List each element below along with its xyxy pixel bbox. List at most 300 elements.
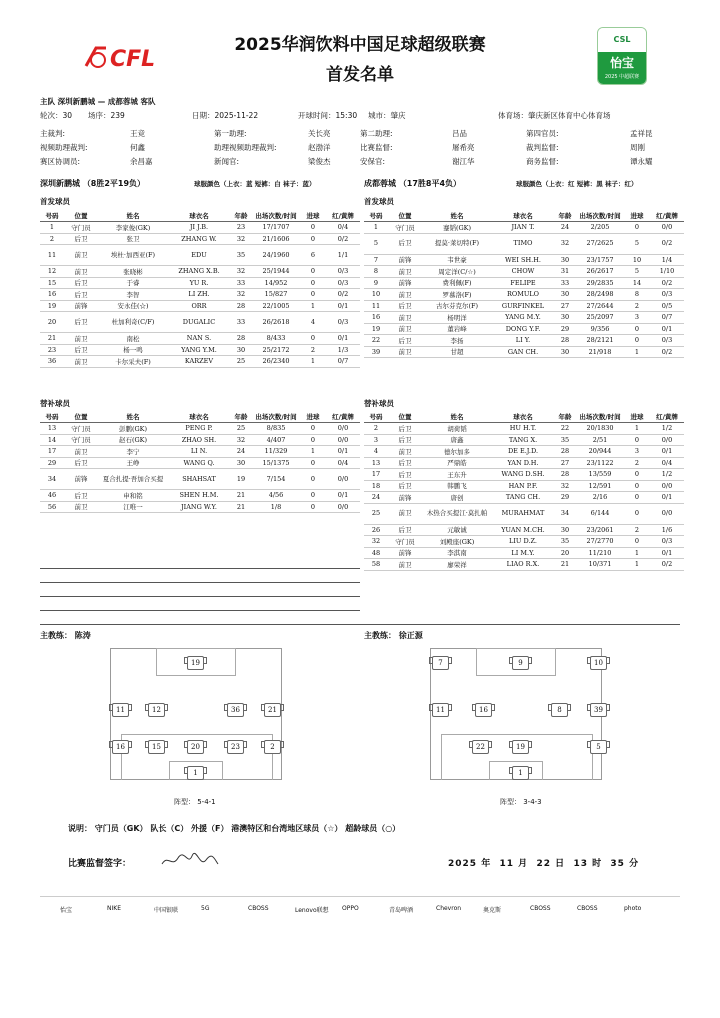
supervisor-label: 比赛监督签字： [68, 859, 132, 869]
table-row [364, 423, 684, 435]
table-cell: 后卫 [64, 457, 98, 469]
table-row [364, 266, 684, 278]
csl-logo-brand: 怡宝 [609, 56, 634, 70]
table-cell: 6 [300, 245, 326, 266]
official-role: 第一助理: [214, 129, 247, 138]
table-cell: 1/2 [650, 423, 684, 435]
table-cell: 0/2 [650, 559, 684, 571]
home-pitch-shirt: 15 [148, 740, 165, 754]
table-cell: 蹇韬(GK) [422, 222, 492, 234]
table-cell: HU H.T. [492, 423, 554, 435]
table-cell: 8 [624, 289, 650, 301]
table-cell: 58 [364, 559, 388, 571]
column-header: 出场次数/时间 [576, 411, 624, 423]
table-cell: 16 [364, 312, 388, 324]
table-row [40, 434, 360, 446]
table-cell: 26/2618 [252, 312, 300, 333]
table-row [40, 277, 360, 289]
table-cell: 12/591 [576, 480, 624, 492]
table-cell: 周定洋(C/☆) [422, 266, 492, 278]
home-pitch-shirt: 2 [264, 740, 281, 754]
page-subtitle: 首发名单 [326, 65, 394, 85]
table-cell: 1/3 [326, 344, 360, 356]
table-cell: 埃杜·加西亚(F) [98, 245, 168, 266]
table-cell: 李家俊(GK) [98, 222, 168, 234]
table-cell: 守门员 [64, 222, 98, 234]
table-row [40, 446, 360, 458]
table-cell: 2 [40, 233, 64, 245]
table-cell: 0 [624, 222, 650, 234]
table-row [40, 423, 360, 435]
away-kit: 球服颜色（上衣：红 短裤：黑 袜子：红） [516, 180, 638, 188]
sponsor-logo: Lenovo联想 [295, 907, 329, 914]
table-cell: 32 [230, 233, 252, 245]
table-cell: 后卫 [64, 344, 98, 356]
table-cell: 4/56 [252, 490, 300, 502]
kickoff: 开球时间：15:30 [298, 111, 358, 120]
table-cell: ORR [168, 300, 230, 312]
table-cell: 4 [300, 312, 326, 333]
table-cell: 0 [300, 289, 326, 301]
away-coach: 主教练： 徐正源 [364, 631, 423, 640]
round: 轮次：30 [40, 111, 73, 120]
table-cell: 0/0 [650, 222, 684, 234]
table-cell: 后卫 [388, 434, 422, 446]
table-cell: 4/407 [252, 434, 300, 446]
column-header: 红/黄牌 [650, 411, 684, 423]
table-cell: 后卫 [388, 335, 422, 347]
table-cell: 0/0 [650, 480, 684, 492]
table-cell: YANG Y.M. [168, 344, 230, 356]
table-cell: 22 [554, 423, 576, 435]
table-cell: 前卫 [64, 356, 98, 368]
table-cell: 3 [624, 312, 650, 324]
official-name: 周刚 [630, 143, 645, 152]
table-cell: 30 [554, 289, 576, 301]
table-cell: 守门员 [64, 423, 98, 435]
table-cell: 24/1960 [252, 245, 300, 266]
table-row [364, 469, 684, 481]
table-cell: 后卫 [388, 423, 422, 435]
table-cell: 11/329 [252, 446, 300, 458]
table-cell: 0 [300, 333, 326, 345]
table-cell: DE E.J.D. [492, 446, 554, 458]
table-row [40, 245, 360, 266]
stadium: 体育场：肇庆新区体育中心体育场 [498, 111, 611, 120]
home-team-name: 深圳新鹏城 （8胜2平19负） [40, 179, 146, 188]
table-cell: 0/7 [650, 312, 684, 324]
table-cell: 韦世豪 [422, 254, 492, 266]
away-formation: 阵型： 3-4-3 [500, 798, 542, 806]
table-cell: 0/5 [650, 300, 684, 312]
table-row [40, 312, 360, 333]
table-cell: 0/1 [326, 446, 360, 458]
official-name: 余昌嘉 [130, 157, 153, 166]
table-cell: 13 [40, 423, 64, 435]
home-pitch-shirt: 36 [227, 703, 244, 717]
table-cell: 守门员 [64, 434, 98, 446]
table-row [40, 233, 360, 245]
table-cell: 8/835 [252, 423, 300, 435]
table-cell: 董岩峰 [422, 323, 492, 335]
table-cell: LI ZH. [168, 289, 230, 301]
table-cell: 4 [364, 446, 388, 458]
table-cell: 木热合买提江·莫扎帕 [422, 503, 492, 524]
column-header: 号码 [40, 411, 64, 423]
table-cell: FELIPE [492, 277, 554, 289]
table-row [364, 323, 684, 335]
sponsor-logo: photo [624, 905, 642, 912]
table-cell: 0/0 [326, 469, 360, 490]
away-pitch-shirt: 5 [590, 740, 607, 754]
table-cell: 33 [554, 277, 576, 289]
table-cell: 2/51 [576, 434, 624, 446]
table-cell: 0/1 [326, 333, 360, 345]
official-name: 关长亮 [308, 129, 331, 138]
table-cell: 0 [624, 335, 650, 347]
table-cell: 11 [364, 300, 388, 312]
away-pitch-shirt: 7 [432, 656, 449, 670]
table-cell: 28/2498 [576, 289, 624, 301]
column-header: 位置 [64, 411, 98, 423]
table-cell: 13 [364, 457, 388, 469]
table-cell: 0/7 [326, 356, 360, 368]
table-cell: 0/0 [326, 434, 360, 446]
city: 城市：肇庆 [368, 111, 406, 120]
officials-row [40, 128, 680, 139]
table-cell: 费利佩(F) [422, 277, 492, 289]
table-cell: 0/1 [650, 492, 684, 504]
table-row [40, 356, 360, 368]
column-header: 红/黄牌 [326, 210, 360, 222]
table-cell: 2 [364, 423, 388, 435]
official-name: 谭永耀 [630, 157, 653, 166]
table-cell: 后卫 [388, 524, 422, 536]
officials-row [40, 156, 680, 167]
table-cell: 后卫 [64, 233, 98, 245]
column-header: 球衣名 [168, 210, 230, 222]
table-cell: 20/944 [576, 446, 624, 458]
table-cell: 杨明洋 [422, 312, 492, 324]
table-cell: 甘超 [422, 346, 492, 358]
table-cell: 22 [364, 335, 388, 347]
table-cell: 1 [300, 356, 326, 368]
table-cell: 0/1 [650, 446, 684, 458]
table-cell: 0 [300, 490, 326, 502]
table-cell: 15 [40, 277, 64, 289]
table-cell: 前锋 [388, 277, 422, 289]
table-cell: 32 [554, 480, 576, 492]
table-cell: ZHANG X.B. [168, 266, 230, 278]
home-coach: 主教练： 陈涛 [40, 631, 91, 640]
table-cell: 29 [554, 492, 576, 504]
table-cell: GURFINKEL [492, 300, 554, 312]
table-cell: 5 [364, 233, 388, 254]
official-role: 赛区协调员: [40, 157, 81, 166]
sponsors-bar [60, 905, 680, 925]
table-row [364, 547, 684, 559]
table-cell: 12 [40, 266, 64, 278]
column-header: 出场次数/时间 [252, 411, 300, 423]
table-cell: 21 [40, 333, 64, 345]
table-cell: 0 [300, 423, 326, 435]
home-pitch-shirt: 12 [148, 703, 165, 717]
table-cell: JI J.B. [168, 222, 230, 234]
table-cell: 24 [230, 446, 252, 458]
table-cell: 9/356 [576, 323, 624, 335]
table-cell: 南松 [98, 333, 168, 345]
home-formation: 阵型： 5-4-1 [174, 798, 216, 806]
table-cell: 3 [624, 446, 650, 458]
sponsor-logo: CBOSS [248, 905, 269, 912]
table-cell: 1 [364, 222, 388, 234]
column-header: 年龄 [554, 411, 576, 423]
table-cell: 0 [624, 536, 650, 548]
home-starters-table [40, 210, 360, 368]
table-cell: 0/1 [650, 547, 684, 559]
home-pitch-shirt: 21 [264, 703, 281, 717]
table-cell: 后卫 [64, 312, 98, 333]
column-header: 年龄 [554, 210, 576, 222]
column-header: 位置 [64, 210, 98, 222]
table-cell: 23/1122 [576, 457, 624, 469]
table-cell: 17/1707 [252, 222, 300, 234]
table-cell: 李淇南 [422, 547, 492, 559]
table-cell: 32 [230, 289, 252, 301]
away-pitch-shirt: 8 [551, 703, 568, 717]
table-cell: 前卫 [64, 501, 98, 513]
table-cell: 前锋 [64, 300, 98, 312]
table-cell: 1/10 [650, 266, 684, 278]
away-starters-label: 首发球员 [364, 197, 394, 206]
table-cell: 27/2625 [576, 233, 624, 254]
home-pitch-shirt: 16 [112, 740, 129, 754]
table-cell: 0 [300, 222, 326, 234]
table-cell: LIU D.Z. [492, 536, 554, 548]
table-cell: 25 [364, 503, 388, 524]
column-header: 姓名 [422, 411, 492, 423]
table-cell: WANG D.SH. [492, 469, 554, 481]
table-cell: 0/4 [650, 457, 684, 469]
table-cell: 28 [230, 333, 252, 345]
table-cell: 28/2121 [576, 335, 624, 347]
official-name: 梁俊杰 [308, 157, 331, 166]
table-cell: 后卫 [388, 300, 422, 312]
table-cell: 14/952 [252, 277, 300, 289]
table-cell: 0 [300, 469, 326, 490]
cfl-logo [82, 40, 172, 72]
table-cell: TANG CH. [492, 492, 554, 504]
away-pitch-shirt: 1 [512, 766, 529, 780]
table-cell: NAN S. [168, 333, 230, 345]
table-cell: 26 [364, 524, 388, 536]
table-cell: 39 [364, 346, 388, 358]
table-row [40, 344, 360, 356]
table-cell: 30 [554, 254, 576, 266]
table-cell: 21/1606 [252, 233, 300, 245]
table-cell: DUGALIC [168, 312, 230, 333]
home-pitch-shirt: 20 [187, 740, 204, 754]
table-row [364, 254, 684, 266]
table-cell: 杨一鸣 [98, 344, 168, 356]
match-date: 日期：2025-11-22 [192, 111, 259, 120]
table-cell: 守门员 [388, 222, 422, 234]
table-cell: 10/371 [576, 559, 624, 571]
table-cell: 1 [624, 559, 650, 571]
away-starters-table [364, 210, 684, 358]
table-cell: 李宁 [98, 446, 168, 458]
table-cell: 后卫 [388, 457, 422, 469]
table-cell: 19 [230, 469, 252, 490]
table-cell: 9 [364, 277, 388, 289]
table-cell: 李扬 [422, 335, 492, 347]
match-info-row [40, 110, 680, 121]
table-cell: 前卫 [64, 333, 98, 345]
table-cell: LIAO R.X. [492, 559, 554, 571]
table-cell: 27 [554, 300, 576, 312]
table-cell: 21 [230, 501, 252, 513]
official-name: 何鑫 [130, 143, 145, 152]
home-starters-label: 首发球员 [40, 197, 70, 206]
table-cell: 2 [624, 300, 650, 312]
table-cell: TANG X. [492, 434, 554, 446]
table-cell: DONG Y.F. [492, 323, 554, 335]
column-header: 年龄 [230, 210, 252, 222]
table-cell: 27/2644 [576, 300, 624, 312]
supervisor-signature [160, 850, 220, 872]
table-cell: 后卫 [64, 289, 98, 301]
column-header: 出场次数/时间 [576, 210, 624, 222]
table-cell: 0 [300, 501, 326, 513]
table-cell: 0 [624, 503, 650, 524]
match-teams-line: 主队 深圳新鹏城 — 成都蓉城 客队 [40, 97, 156, 106]
table-cell: 28 [554, 446, 576, 458]
official-name: 赵渤洋 [308, 143, 331, 152]
table-cell: 0/3 [650, 289, 684, 301]
table-cell: 0/1 [326, 300, 360, 312]
table-cell: ROMULO [492, 289, 554, 301]
table-cell: 0 [624, 480, 650, 492]
table-cell: 1/6 [650, 524, 684, 536]
away-team-name: 成都蓉城 （17胜8平4负） [364, 179, 462, 188]
away-pitch-shirt: 22 [472, 740, 489, 754]
table-cell: 17 [364, 469, 388, 481]
column-header: 号码 [364, 411, 388, 423]
official-role: 裁判监督: [526, 143, 559, 152]
table-cell: 赵石(GK) [98, 434, 168, 446]
official-role: 第二助理: [360, 129, 393, 138]
table-cell: ZHANG W. [168, 233, 230, 245]
table-cell: LI N. [168, 446, 230, 458]
table-cell: 夏合扎提·吾加合买提 [98, 469, 168, 490]
table-cell: 32 [230, 434, 252, 446]
table-cell: 32 [230, 266, 252, 278]
table-row [40, 501, 360, 513]
table-cell: 25 [230, 423, 252, 435]
table-cell: 27 [554, 457, 576, 469]
table-cell: 前卫 [388, 289, 422, 301]
table-cell: 前卫 [388, 266, 422, 278]
table-cell: 1 [624, 423, 650, 435]
table-cell: 罗慕洛(F) [422, 289, 492, 301]
table-cell: JIAN T. [492, 222, 554, 234]
home-pitch-shirt: 23 [227, 740, 244, 754]
table-row [364, 536, 684, 548]
table-cell: CHOW [492, 266, 554, 278]
table-cell: 唐创 [422, 492, 492, 504]
table-row [364, 300, 684, 312]
table-cell: 32 [554, 233, 576, 254]
column-header: 球衣名 [492, 210, 554, 222]
table-cell: 古尔芬克尔(F) [422, 300, 492, 312]
column-header: 球衣名 [492, 411, 554, 423]
table-cell: WANG Q. [168, 457, 230, 469]
table-cell: 前卫 [388, 312, 422, 324]
table-cell: 0/1 [326, 490, 360, 502]
table-cell: MURAHMAT [492, 503, 554, 524]
csl-logo [597, 27, 647, 85]
table-row [40, 457, 360, 469]
table-cell: 15/1375 [252, 457, 300, 469]
sponsor-logo: OPPO [342, 905, 359, 912]
column-header: 进球 [300, 411, 326, 423]
official-role: 助理视频助理裁判: [214, 143, 277, 152]
table-cell: 30 [554, 346, 576, 358]
away-pitch-shirt: 39 [590, 703, 607, 717]
table-cell: 胡荷韬 [422, 423, 492, 435]
table-cell: LI Y. [492, 335, 554, 347]
away-subs-label: 替补球员 [364, 399, 394, 408]
table-cell: 2/16 [576, 492, 624, 504]
table-cell: 29 [40, 457, 64, 469]
table-cell: 26/2617 [576, 266, 624, 278]
sponsor-logo: 奥克斯 [483, 907, 502, 914]
sponsor-logo: 青岛啤酒 [389, 907, 414, 914]
table-cell: 2 [624, 524, 650, 536]
csl-logo-top: CSL [598, 28, 646, 52]
table-cell: 1 [300, 446, 326, 458]
table-cell: 申和铭 [98, 490, 168, 502]
column-header: 红/黄牌 [326, 411, 360, 423]
official-role: 比赛监督: [360, 143, 393, 152]
table-row [364, 559, 684, 571]
table-cell: 20 [40, 312, 64, 333]
table-cell: 56 [40, 501, 64, 513]
table-cell: 0/3 [326, 312, 360, 333]
legend: 说明： 守门员（GK） 队长（C） 外援（F） 港澳特区和台湾地区球员（☆） 超龄球员（○） [68, 824, 401, 833]
column-header: 号码 [364, 210, 388, 222]
table-cell: 21/918 [576, 346, 624, 358]
table-cell: 30 [554, 312, 576, 324]
table-cell: HAN P.F. [492, 480, 554, 492]
table-cell: 0/1 [650, 323, 684, 335]
table-cell: 0 [300, 277, 326, 289]
table-cell: 0/2 [326, 289, 360, 301]
table-row [364, 492, 684, 504]
table-cell: 2 [300, 344, 326, 356]
table-cell: 韩鹏飞 [422, 480, 492, 492]
table-cell: 10 [364, 289, 388, 301]
away-pitch-shirt: 16 [475, 703, 492, 717]
table-cell: YU R. [168, 277, 230, 289]
column-header: 红/黄牌 [650, 210, 684, 222]
table-cell: 6/144 [576, 503, 624, 524]
table-cell: 前卫 [388, 346, 422, 358]
sponsor-logo: CBOSS [577, 905, 598, 912]
sponsor-logo: 中国银联 [154, 907, 179, 914]
official-role: 视频助理裁判: [40, 143, 88, 152]
table-cell: 0/2 [650, 346, 684, 358]
